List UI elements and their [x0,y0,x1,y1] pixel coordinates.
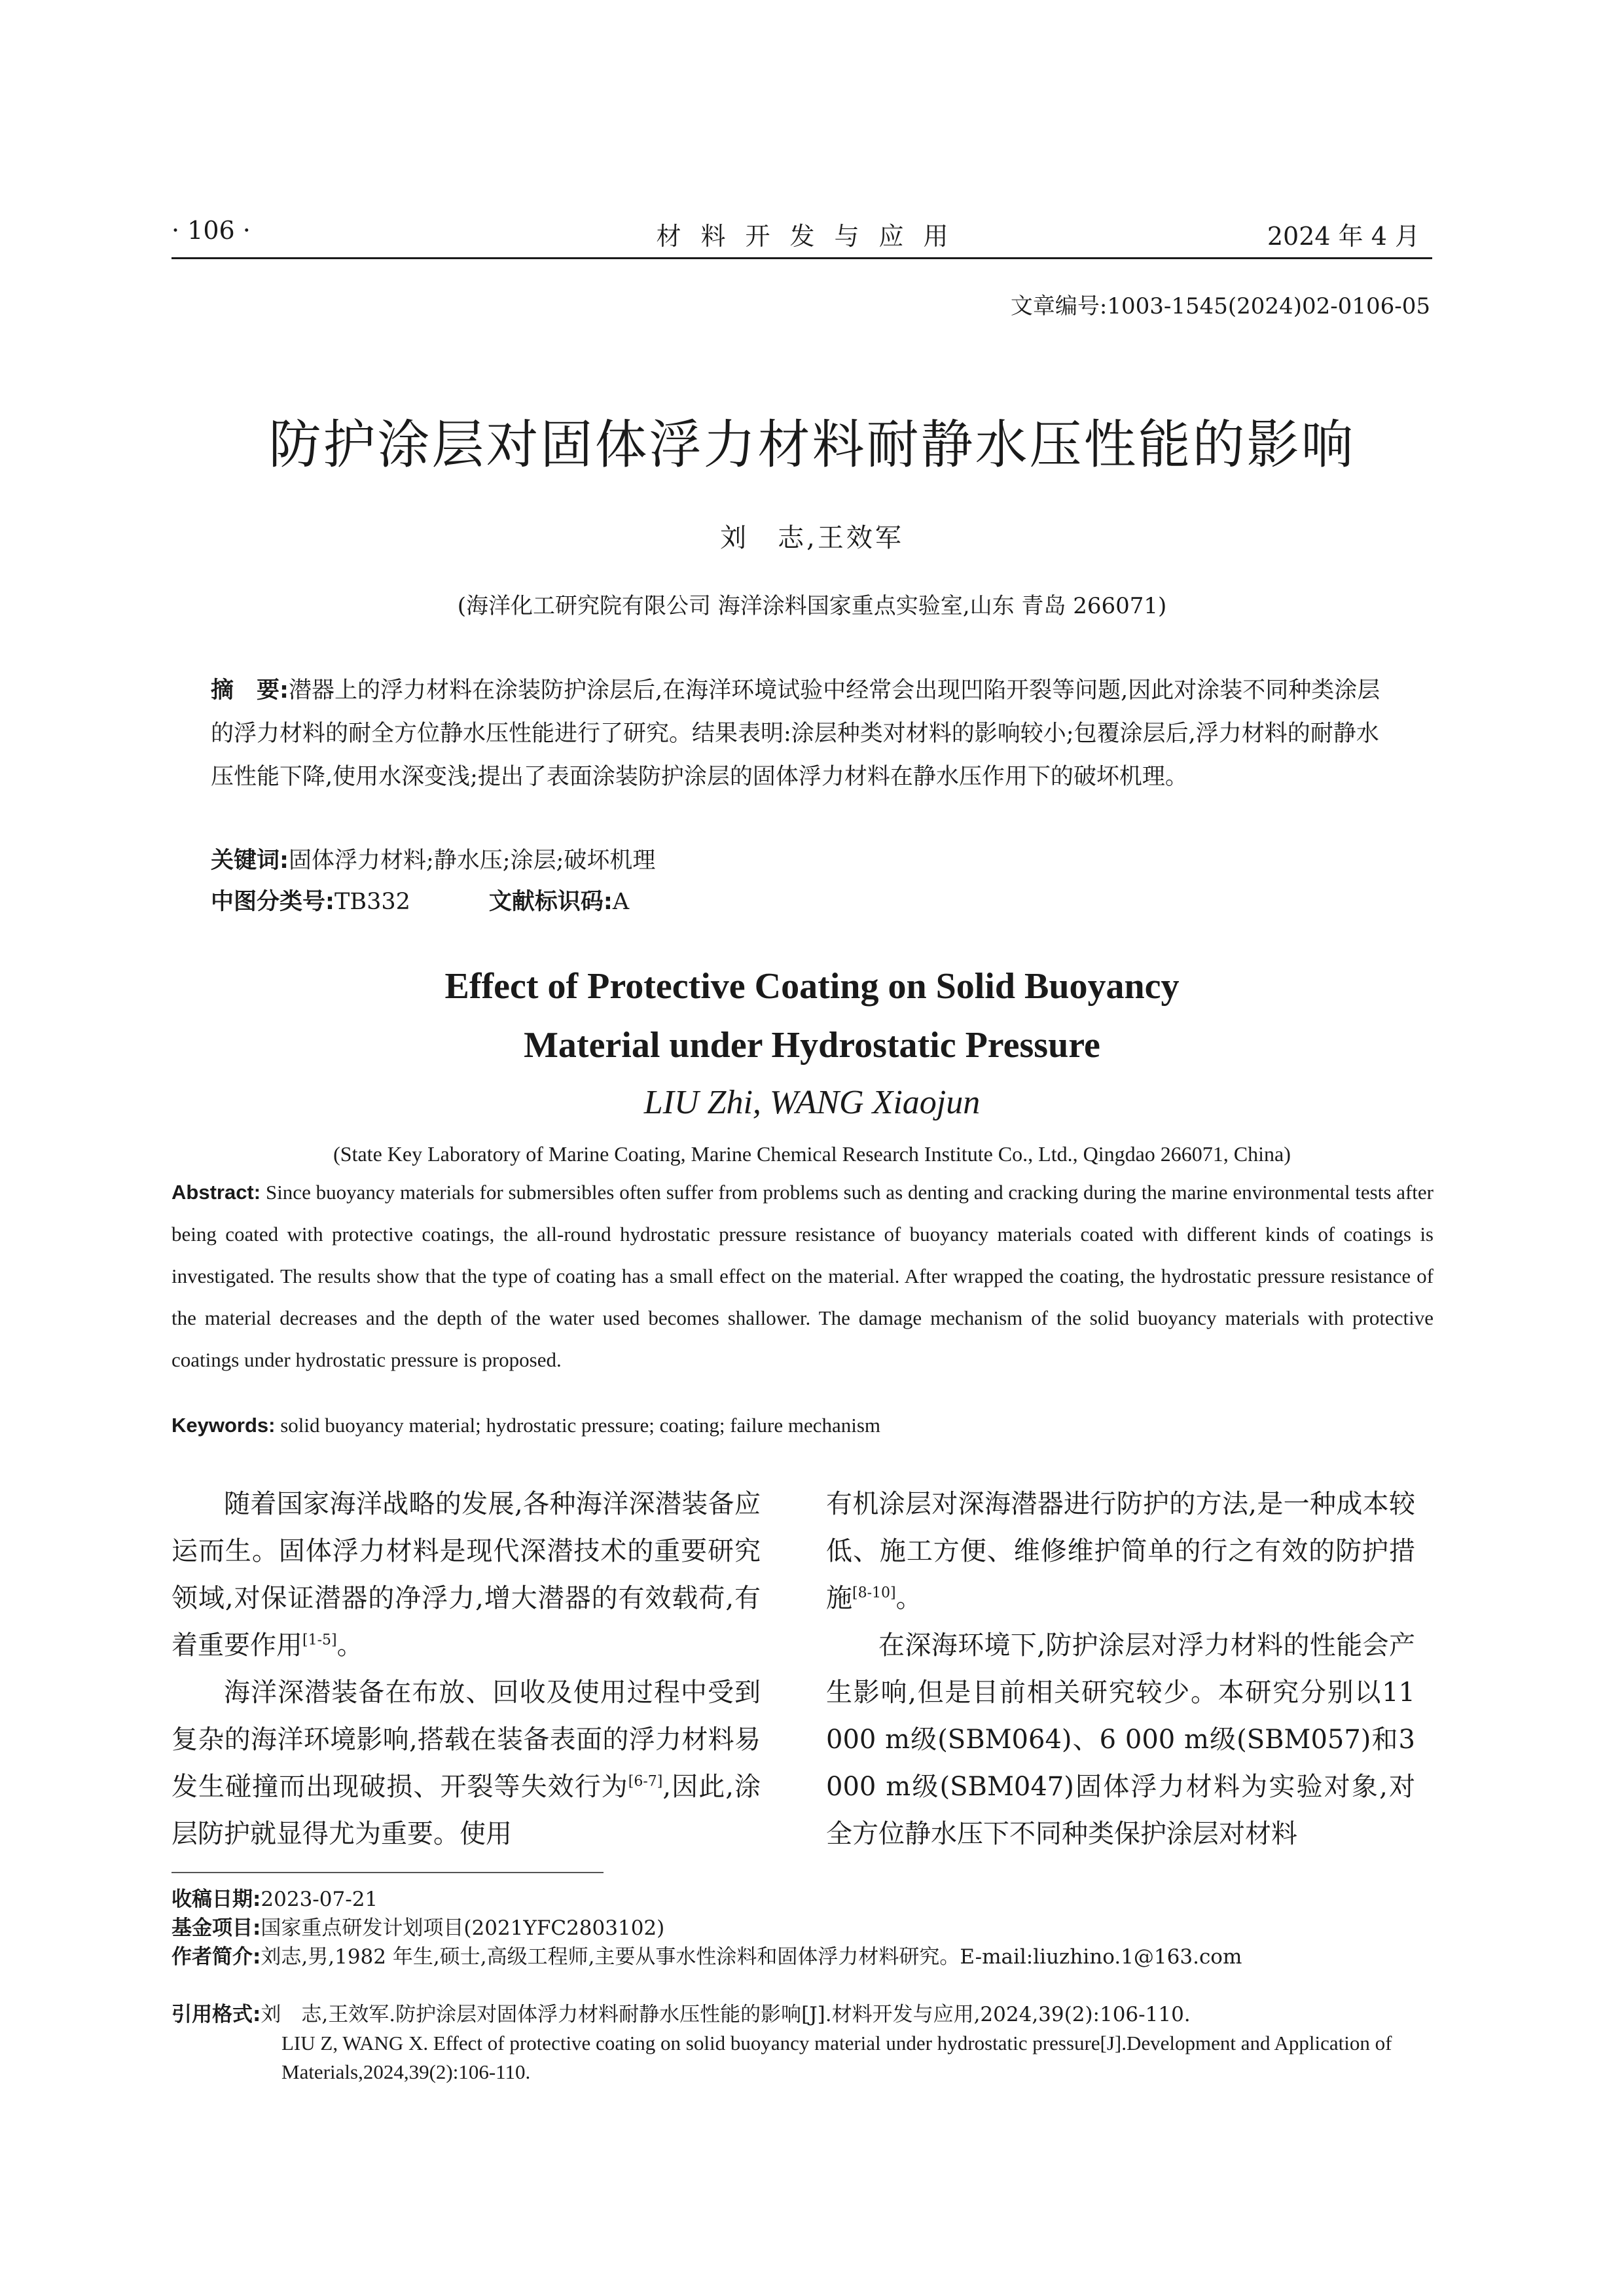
page-number: · 106 · [171,216,251,245]
english-authors: LIU Zhi, WANG Xiaojun [643,1084,981,1121]
body-column-right [826,1480,1415,1857]
fund-project [171,1914,1428,1943]
body-text: ,因此,涂层防护就显得尤为重要。使用 [171,1772,761,1849]
received-label: 收稿日期: [171,1888,261,1911]
citation-chinese: 刘 志,王效军.防护涂层对固体浮力材料耐静水压性能的影响[J].材料开发与应用,2024,39(2):106-110. [261,2003,1191,2026]
fund-label: 基金项目: [171,1916,261,1940]
chinese-keywords-text: 固体浮力材料;静水压;涂层;破坏机理 [289,848,656,874]
citation-format [171,2000,1428,2087]
english-keywords-label: Keywords: [171,1414,276,1437]
chinese-keywords [211,839,1394,882]
class-value: TB332 [334,889,410,915]
footnote-rule [171,1872,604,1873]
article-number: 文章编号:1003-1545(2024)02-0106-05 [1010,293,1430,319]
body-paragraph [826,1480,1415,1622]
body-paragraph [171,1480,761,1669]
body-text: 随着国家海洋战略的发展,各种海洋深潜装备应运而生。固体浮力材料是现代深潜技术的重要研究领域,对保证潜器的净浮力,增大潜器的有效载荷,有着重要作用 [171,1489,761,1660]
chinese-keywords-label: 关键词: [211,848,289,874]
body-paragraph [171,1669,761,1857]
classification-line [211,880,1394,924]
english-affiliation: (State Key Laboratory of Marine Coating, Marine Chemical Research Institute Co., Ltd., Qingdao 266071, China) [333,1142,1291,1166]
class-label: 中图分类号: [211,889,334,915]
citation-ref: [6-7] [628,1773,663,1790]
english-abstract-text: Since buoyancy materials for submersibles often suffer from problems such as denting and cracking during the marine environmental tests after being coated with protective coatings, the all-round hydrostatic pressure resistance of buoyancy materials coated with different kinds of coatings is investigated. The results show that the type of coating has a small effect on the material. After wrapped the coating, the hydrostatic pressure resistance of the material decreases and the depth of the water used becomes shallower. The damage mechanism of the solid buoyancy materials with protective coatings under hydrostatic pressure is proposed. [171,1181,1434,1371]
chinese-affiliation: (海洋化工研究院有限公司 海洋涂料国家重点实验室,山东 青岛 266071) [457,593,1167,619]
body-text: 。 [336,1630,363,1660]
body-text: 海洋深潜装备在布放、回收及使用过程中受到复杂的海洋环境影响,搭载在装备表面的浮力材料易发生碰撞而出现破损、开裂等失效行为 [171,1677,761,1802]
body-text: 。 [895,1583,922,1613]
author-bio-label: 作者简介: [171,1945,261,1969]
body-paragraph: 在深海环境下,防护涂层对浮力材料的性能会产生影响,但是目前相关研究较少。本研究分别以11 000 m级(SBM064)、6 000 m级(SBM057)和3 000 m级(SBM047)固体浮力材料为实验对象,对全方位静水压下不同种类保护涂层对材料 [826,1630,1415,1849]
doc-code-value: A [612,889,630,915]
citation-label: 引用格式: [171,2003,261,2026]
citation-english: LIU Z, WANG X. Effect of protective coating on solid buoyancy material under hydrostatic pressure[J].Development and Application of Materials,2024,39(2):106-110. [281,2032,1392,2083]
english-title-line2: Material under Hydrostatic Pressure [524,1025,1100,1066]
doc-code-label: 文献标识码: [488,889,613,915]
english-keywords-text: solid buoyancy material; hydrostatic pressure; coating; failure mechanism [280,1414,881,1437]
issue-date: 2024 年 4 月 [1267,222,1420,251]
received-value: 2023-07-21 [261,1888,378,1911]
received-date [171,1885,1428,1914]
fund-value: 国家重点研发计划项目(2021YFC2803102) [261,1916,665,1940]
english-abstract-label: Abstract: [171,1181,261,1204]
body-column-left [171,1480,761,1857]
body-text: 有机涂层对深海潜器进行防护的方法,是一种成本较低、施工方便、维修维护简单的行之有效的防护措施 [826,1489,1415,1613]
chinese-abstract-text: 潜器上的浮力材料在涂装防护涂层后,在海洋环境试验中经常会出现凹陷开裂等问题,因此对涂装不同种类涂层的浮力材料的耐全方位静水压性能进行了研究。结果表明:涂层种类对材料的影响较小;包覆涂层后,浮力材料的耐静水压性能下降,使用水深变浅;提出了表面涂装防护涂层的固体浮力材料在静水压作用下的破坏机理。 [211,677,1380,790]
header-rule [171,257,1432,259]
chinese-title: 防护涂层对固体浮力材料耐静水压性能的影响 [268,414,1356,475]
chinese-authors: 刘 志,王效军 [720,523,904,553]
english-keywords [171,1414,1434,1437]
chinese-abstract [211,669,1394,798]
english-title-line1: Effect of Protective Coating on Solid Buoyancy [444,966,1180,1007]
citation-ref: [8-10] [852,1585,896,1602]
citation-ref: [1-5] [302,1632,337,1649]
author-bio [171,1943,1428,1971]
english-abstract [171,1172,1434,1381]
chinese-abstract-label: 摘 要: [211,677,289,704]
english-title [0,957,1624,1075]
journal-name: 材料开发与应用 [656,222,968,251]
author-bio-value: 刘志,男,1982 年生,硕士,高级工程师,主要从事水性涂料和固体浮力材料研究。E-mail:liuzhino.1@163.com [261,1945,1242,1969]
